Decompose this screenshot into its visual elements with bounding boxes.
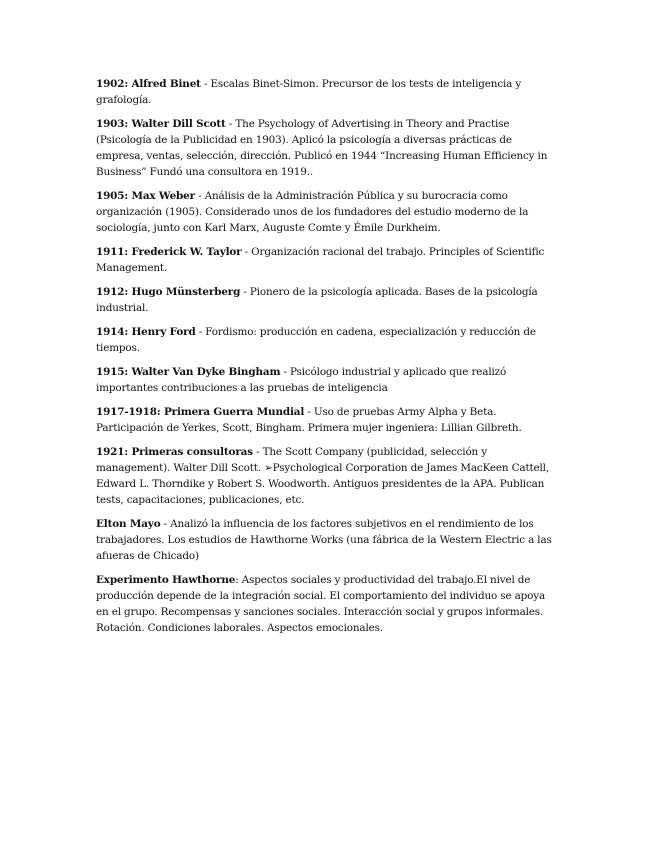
entry-1915-bingham [96, 364, 558, 396]
entry-heading: Experimento Hawthorne [96, 574, 236, 586]
entry-body: - Fordismo: producción en cadena, especialización y reducción de tiempos. [96, 326, 536, 354]
entry-body: : Aspectos sociales y productividad del trabajo.El nivel de producción depende de la integración social. El comportamiento del individuo se apoya en el grupo. Recompensas y sanciones sociales. Interacción social y grupos informales. Rotación. Condiciones laborales. Aspectos emocionales. [96, 574, 545, 634]
entry-1902-binet [96, 76, 558, 108]
entry-heading: 1902: Alfred Binet [96, 78, 201, 90]
entry-experimento-hawthorne [96, 572, 558, 636]
entry-1905-weber [96, 188, 558, 236]
entry-heading: 1915: Walter Van Dyke Bingham [96, 366, 281, 378]
entry-heading: 1911: Frederick W. Taylor [96, 246, 242, 258]
entry-heading: 1914: Henry Ford [96, 326, 196, 338]
entry-1912-munsterberg [96, 284, 558, 316]
entry-1917-1918-wwi [96, 404, 558, 436]
entry-1903-scott [96, 116, 558, 180]
entry-heading: 1921: Primeras consultoras [96, 446, 253, 458]
entry-body: - Uso de pruebas Army Alpha y Beta. Participación de Yerkes, Scott, Bingham. Primera mujer ingeniera: Lillian Gilbreth. [96, 406, 522, 434]
entry-body: - Pionero de la psicología aplicada. Bases de la psicología industrial. [96, 286, 538, 314]
entry-heading: 1903: Walter Dill Scott [96, 118, 226, 130]
entry-body: - Psicólogo industrial y aplicado que realizó importantes contribuciones a las pruebas de inteligencia [96, 366, 507, 394]
entry-1914-ford [96, 324, 558, 356]
entry-1911-taylor [96, 244, 558, 276]
entry-heading: 1917-1918: Primera Guerra Mundial [96, 406, 305, 418]
entry-body: - The Psychology of Advertising in Theory and Practise (Psicología de la Publicidad en 1903). Aplicó la psicología a diversas prácticas de empresa, ventas, selección, dirección. Publicó en 1944 “Increasing Human Efficiency in Business” Fundó una consultora en 1919.. [96, 118, 548, 178]
entry-heading: 1912: Hugo Münsterberg [96, 286, 241, 298]
entry-body: - Organización racional del trabajo. Principles of Scientific Management. [96, 246, 545, 274]
entry-1921-consultoras [96, 444, 558, 508]
document-page [96, 76, 558, 644]
entry-body: - Analizó la influencia de los factores subjetivos en el rendimiento de los trabajadores. Los estudios de Hawthorne Works (una fábrica de la Western Electric a las afueras de Chicado) [96, 518, 552, 562]
entry-body: - Análisis de la Administración Pública y su burocracia como organización (1905). Considerado unos de los fundadores del estudio moderno de la sociología, junto con Karl Marx, Auguste Comte y Émile Durkheim. [96, 190, 529, 234]
entry-body: - The Scott Company (publicidad, selección y management). Walter Dill Scott. ➢Psychological Corporation de James MacKeen Cattell, Edward L. Thorndike y Robert S. Woodworth. Antiguos presidentes de la APA. Publican tests, capacitaciones, publicaciones, etc. [96, 446, 550, 506]
entry-heading: Elton Mayo [96, 518, 161, 530]
entry-body: - Escalas Binet-Simon. Precursor de los tests de inteligencia y grafología. [96, 78, 522, 106]
entry-heading: 1905: Max Weber [96, 190, 195, 202]
entry-elton-mayo [96, 516, 558, 564]
